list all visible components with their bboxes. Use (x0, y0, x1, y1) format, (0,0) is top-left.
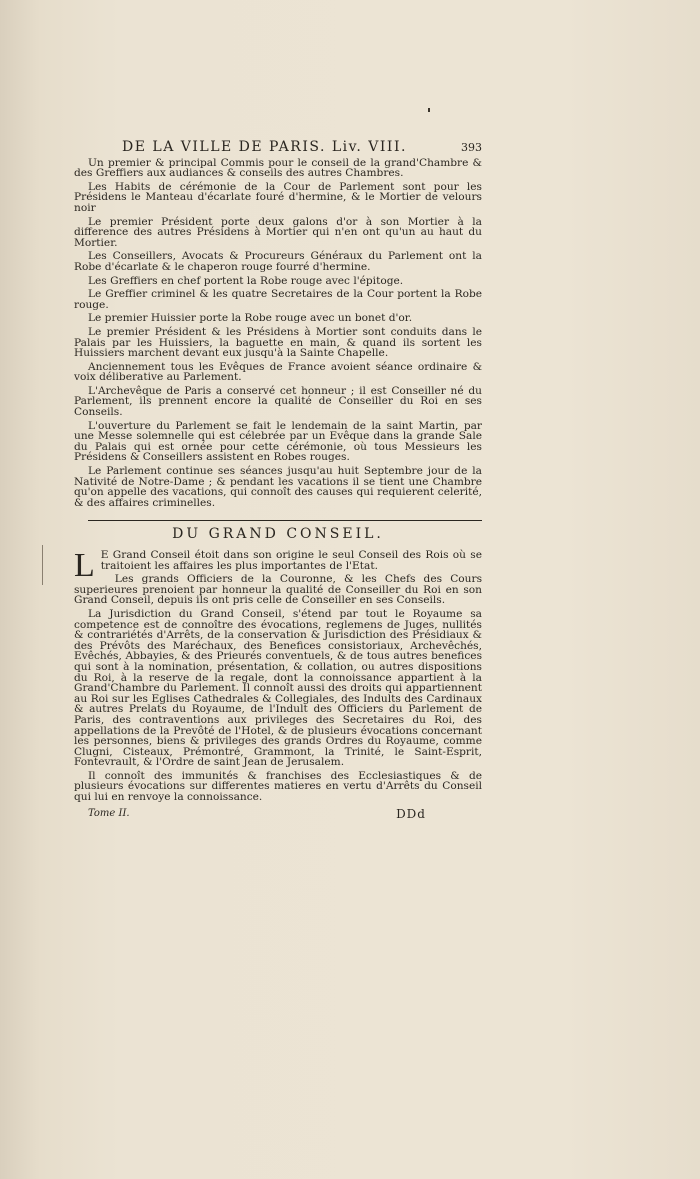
paragraph: Le Parlement continue ses séances jusqu'au huit Septembre jour de la Nativité de Notre-Dame ; & pendant les vacations il se tient une Chambre qu'on appelle des vacations, qui connoît des causes qui requierent celerité, & des affaires criminelles. (74, 465, 482, 509)
top-paragraphs (74, 158, 482, 509)
paragraph: Les Conseillers, Avocats & Procureurs Généraux du Parlement ont la Robe d'écarlate & le chaperon rouge fourré d'hermine. (74, 250, 482, 273)
paragraph: Anciennement tous les Evêques de France avoient séance ordinaire & voix déliberative au Parlement. (74, 360, 482, 384)
paragraph: Le premier Huissier porte la Robe rouge avec un bonet d'or. (88, 312, 413, 325)
paragraph: Le Greffier criminel & les quatre Secretaires de la Cour portent la Robe rouge. (74, 288, 482, 311)
page-footer (74, 806, 482, 821)
tome-label: Tome II. (88, 807, 130, 819)
text-column (74, 139, 482, 821)
page-number: 393 (461, 141, 482, 154)
paragraph: Le premier Président & les Présidens à Mortier sont conduits dans le Palais par les Huissiers, la baguette en main, & quand ils sortent les Huissiers marchent devant eux jusqu'à la Sainte Chapelle. (74, 325, 482, 360)
paragraph: Il connoît des immunités & franchises des Ecclesiastiques & de plusieurs évocations sur differentes matieres en vertu d'Arrêts du Conseil qui lui en renvoye la connoissance. (74, 769, 482, 804)
lead-text: E Grand Conseil étoit dans son origine le seul Conseil des Rois où se traitoient les affaires les plus importantes de l'Etat. (100, 549, 482, 572)
paragraph: Les Habits de cérémonie de la Cour de Parlement sont pour les Présidens le Manteau d'écarlate fouré d'hermine, & le Mortier de velours noir (74, 180, 482, 214)
running-title: DE LA VILLE DE PARIS. Liv. VIII. (122, 139, 407, 155)
paragraph: La Jurisdiction du Grand Conseil, s'étend par tout le Royaume sa competence est de connoître des évocations, reglemens de Juges, nullités & contrariétés d'Arrêts, de la conservation & Jurisdiction des Présidiaux & des Prévôts des Maréchaux, des Benefices consistoriaux, Archevêchés, Evêchés, Abbayies, & des Prieurés conventuels, & de tous autres benefices qui sont à la nomination, présentation, & collation, ou autres dispositions du Roi, à la reserve de la regale, dont la connoissance appartient à la Grand'Chambre du Parlement. Il connoît aussi des droits qui appartiennent au Roi sur les Eglises Cathedrales & Collegiales, des Indults des Cardinaux & autres Prelats du Royaume, de l'Indult des Officiers du Parlement de Paris, des contraventions aux privileges des Secretaires du Roi, des appellations de la Prevôté de l'Hotel, & de plusieurs évocations concernant les personnes, biens & privileges des grands Ordres du Royaume, comme Clugni, Cisteaux, Prémontré, Grammont, la Trinité, le Saint-Esprit, Fontevrault, & l'Ordre de saint Jean de Jerusalem. (74, 607, 482, 769)
section-title: DU GRAND CONSEIL. (172, 526, 384, 543)
paragraph: Les grands Officiers de la Couronne, & les Chefs des Cours superieures prenoient par honneur la qualité de Conseiller du Roi en son Grand Conseil, depuis ils ont pris celle de Conseiller en ses Conseils. (74, 573, 482, 607)
section-divider (88, 520, 482, 521)
paragraph: Les Greffiers en chef portent la Robe rouge avec l'épitoge. (88, 274, 404, 287)
paragraph: Le premier Président porte deux galons d'or à son Mortier à la difference des autres Présidens à Mortier qui n'en ont qu'un au haut du Mortier. (74, 215, 482, 249)
lead-paragraph (74, 547, 482, 584)
running-head (74, 139, 482, 155)
paragraph: L'Archevêque de Paris a conservé cet honneur ; il est Conseiller né du Parlement, ils prennent encore la qualité de Conseiller du Roi en ses Conseils. (74, 384, 482, 419)
section-paragraphs (74, 574, 482, 802)
page-edge-line (42, 545, 43, 585)
ink-mark (428, 108, 430, 112)
paragraph: L'ouverture du Parlement se fait le lendemain de la saint Martin, par une Messe solemnelle qui est célebrée par un Evêque dans la grande Sale du Palais qui est ornée pour cette cérémonie, où tous Messieurs les Présidens & Conseillers assistent en Robes rouges. (74, 419, 482, 464)
drop-cap: L (74, 547, 95, 584)
paragraph: Un premier & principal Commis pour le conseil de la grand'Chambre & des Greffiers aux audiances & conseils des autres Chambres. (74, 156, 482, 180)
signature-mark: DDd (396, 806, 426, 821)
